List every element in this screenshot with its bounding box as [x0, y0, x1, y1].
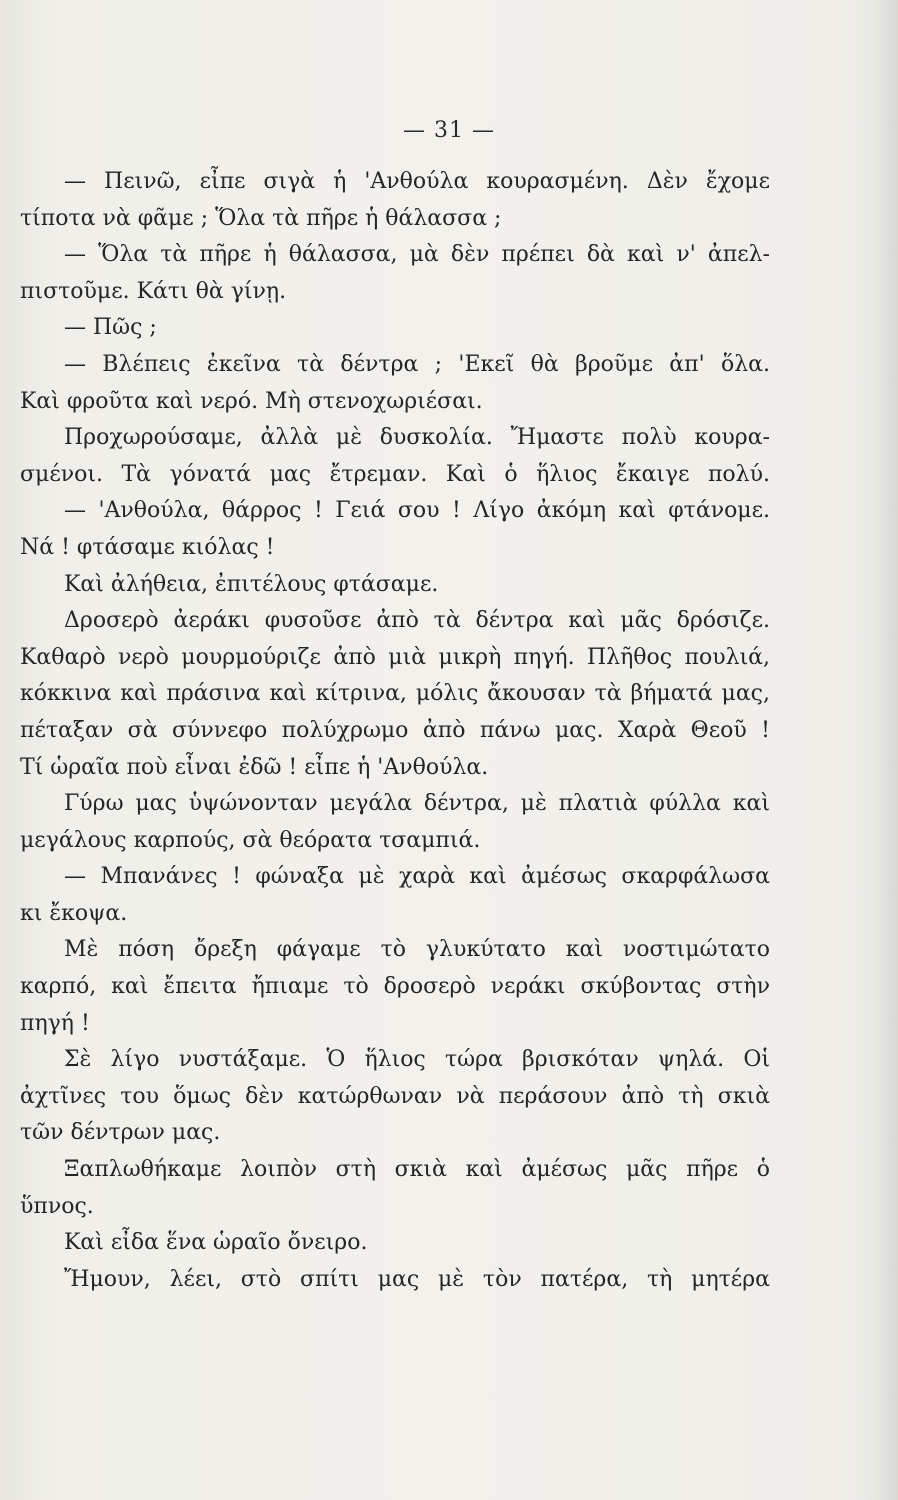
- page-number: — 31 —: [403, 118, 495, 143]
- text-line: Μὲ πόση ὄρεξη φάγαμε τὸ γλυκύτατο καὶ νοστιμώτατο: [64, 937, 770, 963]
- text-line: Καθαρὸ νερὸ μουρμούριζε ἀπὸ μιὰ μικρὴ πηγή. Πλῆθος πουλιά,: [20, 644, 770, 670]
- text-line: κι ἔκοψα.: [20, 900, 128, 926]
- text-line: Σὲ λίγο νυστάξαμε. Ὁ ἥλιος τώρα βρισκόταν ψηλά. Οἱ: [64, 1047, 770, 1073]
- text-line: κόκκινα καὶ πράσινα καὶ κίτρινα, μόλις ἄκουσαν τὰ βήματά μας,: [20, 681, 770, 707]
- text-line: Ξαπλωθήκαμε λοιπὸν στὴ σκιὰ καὶ ἀμέσως μᾶς πῆρε ὁ: [64, 1157, 770, 1183]
- text-line: — 'Ανθούλα, θάρρος ! Γειά σου ! Λίγο ἀκόμη καὶ φτάνομε.: [64, 498, 770, 524]
- text-line: Δροσερὸ ἀεράκι φυσοῦσε ἀπὸ τὰ δέντρα καὶ μᾶς δρόσιζε.: [64, 608, 770, 634]
- text-line: τῶν δέντρων μας.: [20, 1120, 221, 1146]
- text-line: — Μπανάνες ! φώναξα μὲ χαρὰ καὶ ἀμέσως σκαρφάλωσα: [64, 864, 770, 890]
- text-line: ἀχτῖνες του ὅμως δὲν κατώρθωναν νὰ περάσουν ἀπὸ τὴ σκιὰ: [20, 1083, 770, 1109]
- text-line: Ἤμουν, λέει, στὸ σπίτι μας μὲ τὸν πατέρα, τὴ μητέρα: [64, 1266, 770, 1292]
- text-line: τίποτα νὰ φᾶμε ; Ὅλα τὰ πῆρε ἡ θάλασσα ;: [20, 205, 502, 231]
- page-edge-shadow: [876, 0, 898, 1500]
- text-line: Τί ὡραῖα ποὺ εἶναι ἐδῶ ! εἶπε ἡ 'Ανθούλα.: [20, 754, 489, 780]
- text-line: Καὶ εἶδα ἕνα ὡραῖο ὄνειρο.: [64, 1230, 368, 1256]
- text-line: καρπό, καὶ ἔπειτα ἤπιαμε τὸ δροσερὸ νεράκι σκύβοντας στὴν: [20, 974, 770, 1000]
- text-line: σμένοι. Τὰ γόνατά μας ἔτρεμαν. Καὶ ὁ ἥλιος ἔκαιγε πολύ.: [20, 461, 770, 487]
- body-text: [20, 164, 770, 1298]
- text-line: μεγάλους καρπούς, σὰ θεόρατα τσαμπιά.: [20, 827, 481, 853]
- text-line: Γύρω μας ὑψώνονταν μεγάλα δέντρα, μὲ πλατιὰ φύλλα καὶ: [64, 791, 770, 817]
- text-line: — Πῶς ;: [64, 315, 157, 341]
- text-line: πέταξαν σὰ σύννεφο πολύχρωμο ἀπὸ πάνω μας. Χαρὰ Θεοῦ !: [20, 717, 770, 743]
- text-line: — Πεινῶ, εἶπε σιγὰ ἡ 'Ανθούλα κουρασμένη. Δὲν ἔχομε: [64, 169, 770, 194]
- text-line: — Βλέπεις ἐκεῖνα τὰ δέντρα ; 'Εκεῖ θὰ βροῦμε ἀπ' ὅλα.: [64, 351, 770, 377]
- text-line: Προχωρούσαμε, ἀλλὰ μὲ δυσκολία. Ἤμαστε πολὺ κουρα-: [64, 425, 770, 451]
- text-line: πηγή !: [20, 1010, 90, 1036]
- text-line: ὕπνος.: [20, 1193, 94, 1219]
- text-line: Καὶ ἀλήθεια, ἐπιτέλους φτάσαμε.: [64, 571, 439, 597]
- text-line: Καὶ φροῦτα καὶ νερό. Μὴ στενοχωριέσαι.: [20, 388, 483, 414]
- text-line: — Ὅλα τὰ πῆρε ἡ θάλασσα, μὰ δὲν πρέπει δὰ καὶ ν' ἀπελ-: [64, 242, 770, 268]
- text-line: Νά ! φτάσαμε κιόλας !: [20, 534, 275, 560]
- text-line: πιστοῦμε. Κάτι θὰ γίνῃ.: [20, 278, 287, 304]
